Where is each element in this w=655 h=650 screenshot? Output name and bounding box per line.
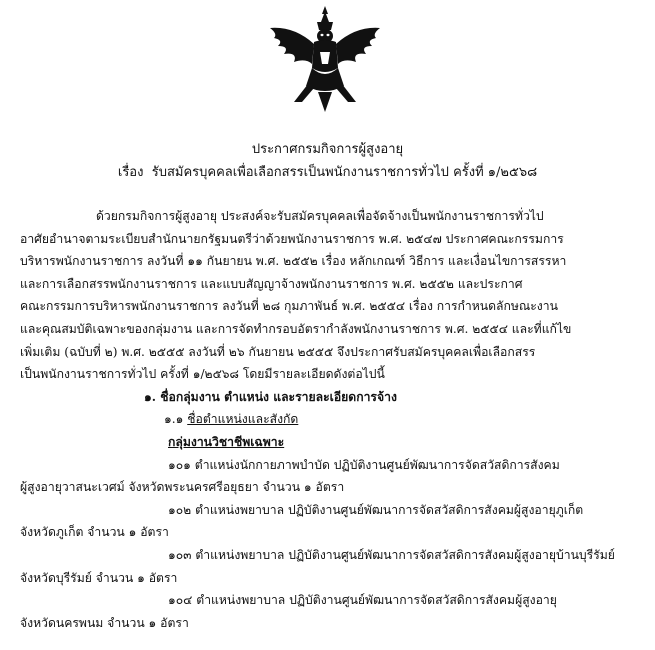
intro-line: ด้วยกรมกิจการผู้สูงอายุ ประสงค์จะรับสมัครบุคคลเพื่อจัดจ้างเป็นพนักงานราชการทั่วไป	[96, 209, 544, 223]
position-line: ผู้สูงอายุวาสนะเวศม์ จังหวัดพระนครศรีอยุธยา จำนวน ๑ อัตรา	[20, 480, 345, 495]
intro-line: และคุณสมบัติเฉพาะของกลุ่มงาน และการจัดทำกรอบอัตรากำลังพนักงานราชการ พ.ศ. ๒๕๕๔ และที่แก้ไข	[20, 321, 572, 336]
position-line: จังหวัดภูเก็ต จำนวน ๑ อัตรา	[20, 525, 169, 540]
intro-line: เป็นพนักงานราชการทั่วไป ครั้งที่ ๑/๒๕๖๘ โดยมีรายละเอียดดังต่อไปนี้	[20, 367, 385, 382]
position-line: จังหวัดบุรีรัมย์ จำนวน ๑ อัตรา	[20, 570, 178, 585]
announcement-title: ประกาศกรมกิจการผู้สูงอายุ	[251, 142, 404, 157]
position-line: ๑๐๓ ตำแหน่งพยาบาล ปฏิบัติงานศูนย์พัฒนาการจัดสวัสดิการสังคมผู้สูงอายุบ้านบุรีรัมย์	[168, 547, 615, 562]
subsection-heading	[20, 408, 638, 431]
subsection-number: ๑.๑	[164, 412, 184, 427]
intro-line: อาศัยอำนาจตามระเบียบสำนักนายกรัฐมนตรีว่าด้วยพนักงานราชการ พ.ศ. ๒๕๔๗ ประกาศคณะกรรมการ	[20, 231, 564, 246]
intro-line: และการเลือกสรรพนักงานราชการ และแบบสัญญาจ้างพนักงานราชการ พ.ศ. ๒๕๕๒ และประกาศ	[20, 276, 523, 291]
position-line: ๑๐๔ ตำแหน่งพยาบาล ปฏิบัติงานศูนย์พัฒนาการจัดสวัสดิการสังคมผู้สูงอายุ	[168, 593, 557, 608]
intro-line: เพิ่มเติม (ฉบับที่ ๒) พ.ศ. ๒๕๕๕ ลงวันที่ ๒๖ กันยายน ๒๕๕๕ จึงประกาศรับสมัครบุคคลเพื่อเลือกสรร	[20, 344, 536, 359]
intro-line: คณะกรรมการบริหารพนักงานราชการ ลงวันที่ ๒๘ กุมภาพันธ์ พ.ศ. ๒๕๕๔ เรื่อง การกำหนดลักษณะงาน	[20, 299, 558, 314]
announcement-subject	[0, 161, 655, 182]
job-group-title: กลุ่มงานวิชาชีพเฉพาะ	[168, 434, 285, 449]
announcement-body	[20, 205, 638, 634]
section-heading: ๑. ชื่อกลุ่มงาน ตำแหน่ง และรายละเอียดการจ้าง	[144, 389, 397, 404]
garuda-emblem-icon	[264, 6, 386, 114]
intro-line: บริหารพนักงานราชการ ลงวันที่ ๑๑ กันยายน พ.ศ. ๒๕๕๒ เรื่อง หลักเกณฑ์ วิธีการ และเงื่อนไขการสรรหา	[20, 254, 567, 269]
subject-text: รับสมัครบุคคลเพื่อเลือกสรรเป็นพนักงานราชการทั่วไป ครั้งที่ ๑/๒๕๖๘	[151, 165, 538, 180]
position-line: จังหวัดนครพนม จำนวน ๑ อัตรา	[20, 615, 189, 630]
position-line: ๑๐๒ ตำแหน่งพยาบาล ปฏิบัติงานศูนย์พัฒนาการจัดสวัสดิการสังคมผู้สูงอายุภูเก็ต	[168, 502, 584, 517]
subsection-title: ชื่อตำแหน่งและสังกัด	[187, 412, 299, 427]
position-line: ๑๐๑ ตำแหน่งนักกายภาพบำบัด ปฏิบัติงานศูนย์พัฒนาการจัดสวัสดิการสังคม	[168, 457, 560, 472]
subject-label: เรื่อง	[117, 165, 144, 180]
